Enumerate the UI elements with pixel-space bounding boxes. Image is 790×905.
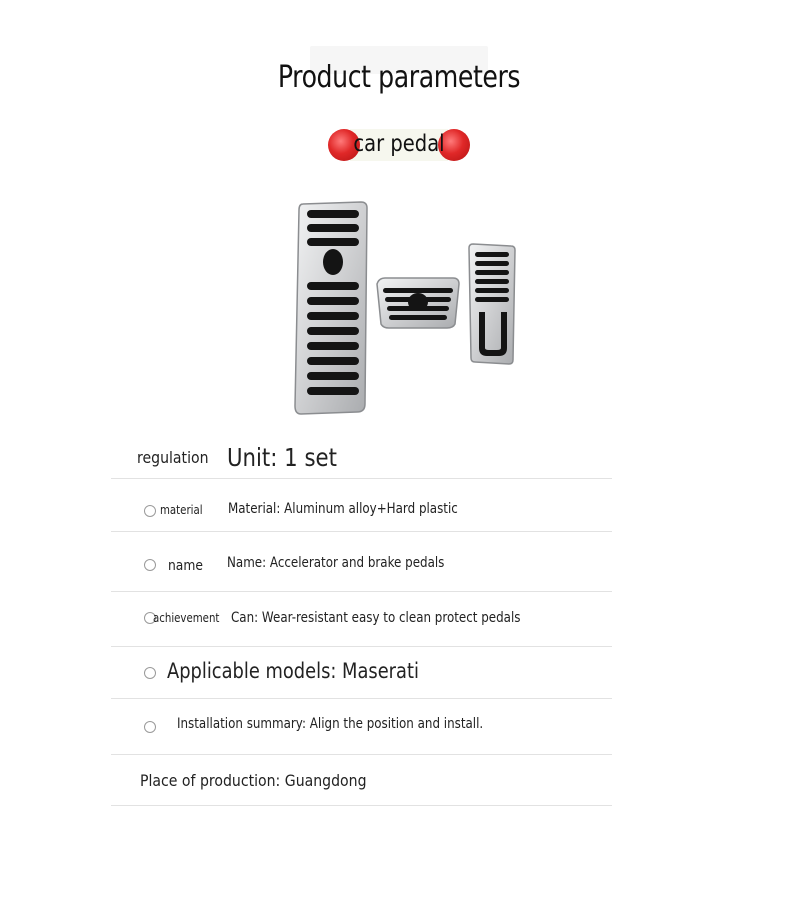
- param-row-applicable-models: [111, 647, 612, 699]
- param-value: Material: Aluminum alloy+Hard plastic: [228, 501, 458, 517]
- radio-icon[interactable]: [144, 559, 156, 571]
- param-row-installation: [111, 699, 612, 755]
- param-row-regulation: [111, 440, 612, 479]
- param-label: name: [168, 558, 203, 574]
- param-row-material: [111, 479, 612, 532]
- badge-label: car pedal: [353, 131, 445, 157]
- param-value: Applicable models: Maserati: [167, 659, 419, 683]
- param-row-name: [111, 532, 612, 592]
- param-value: Unit: 1 set: [227, 443, 337, 472]
- radio-icon[interactable]: [144, 721, 156, 733]
- param-value: Installation summary: Align the position and install.: [177, 716, 484, 732]
- param-value: Place of production: Guangdong: [140, 771, 367, 790]
- brake-pedal-large: [295, 202, 367, 414]
- param-label: regulation: [137, 448, 209, 467]
- page-title: Product parameters: [277, 60, 521, 95]
- param-label: material: [160, 503, 203, 517]
- accelerator-pedal: [469, 244, 515, 364]
- radio-icon[interactable]: [144, 667, 156, 679]
- param-value: Name: Accelerator and brake pedals: [227, 555, 445, 571]
- param-value: Can: Wear-resistant easy to clean protect pedals: [231, 610, 521, 626]
- pedal-set-image: [285, 198, 525, 418]
- param-row-achievement: [111, 592, 612, 647]
- brake-pedal-small: [377, 278, 459, 328]
- param-label: achievement: [153, 611, 220, 625]
- radio-icon[interactable]: [144, 505, 156, 517]
- param-row-place-of-production: [111, 755, 612, 806]
- product-badge: [328, 127, 470, 163]
